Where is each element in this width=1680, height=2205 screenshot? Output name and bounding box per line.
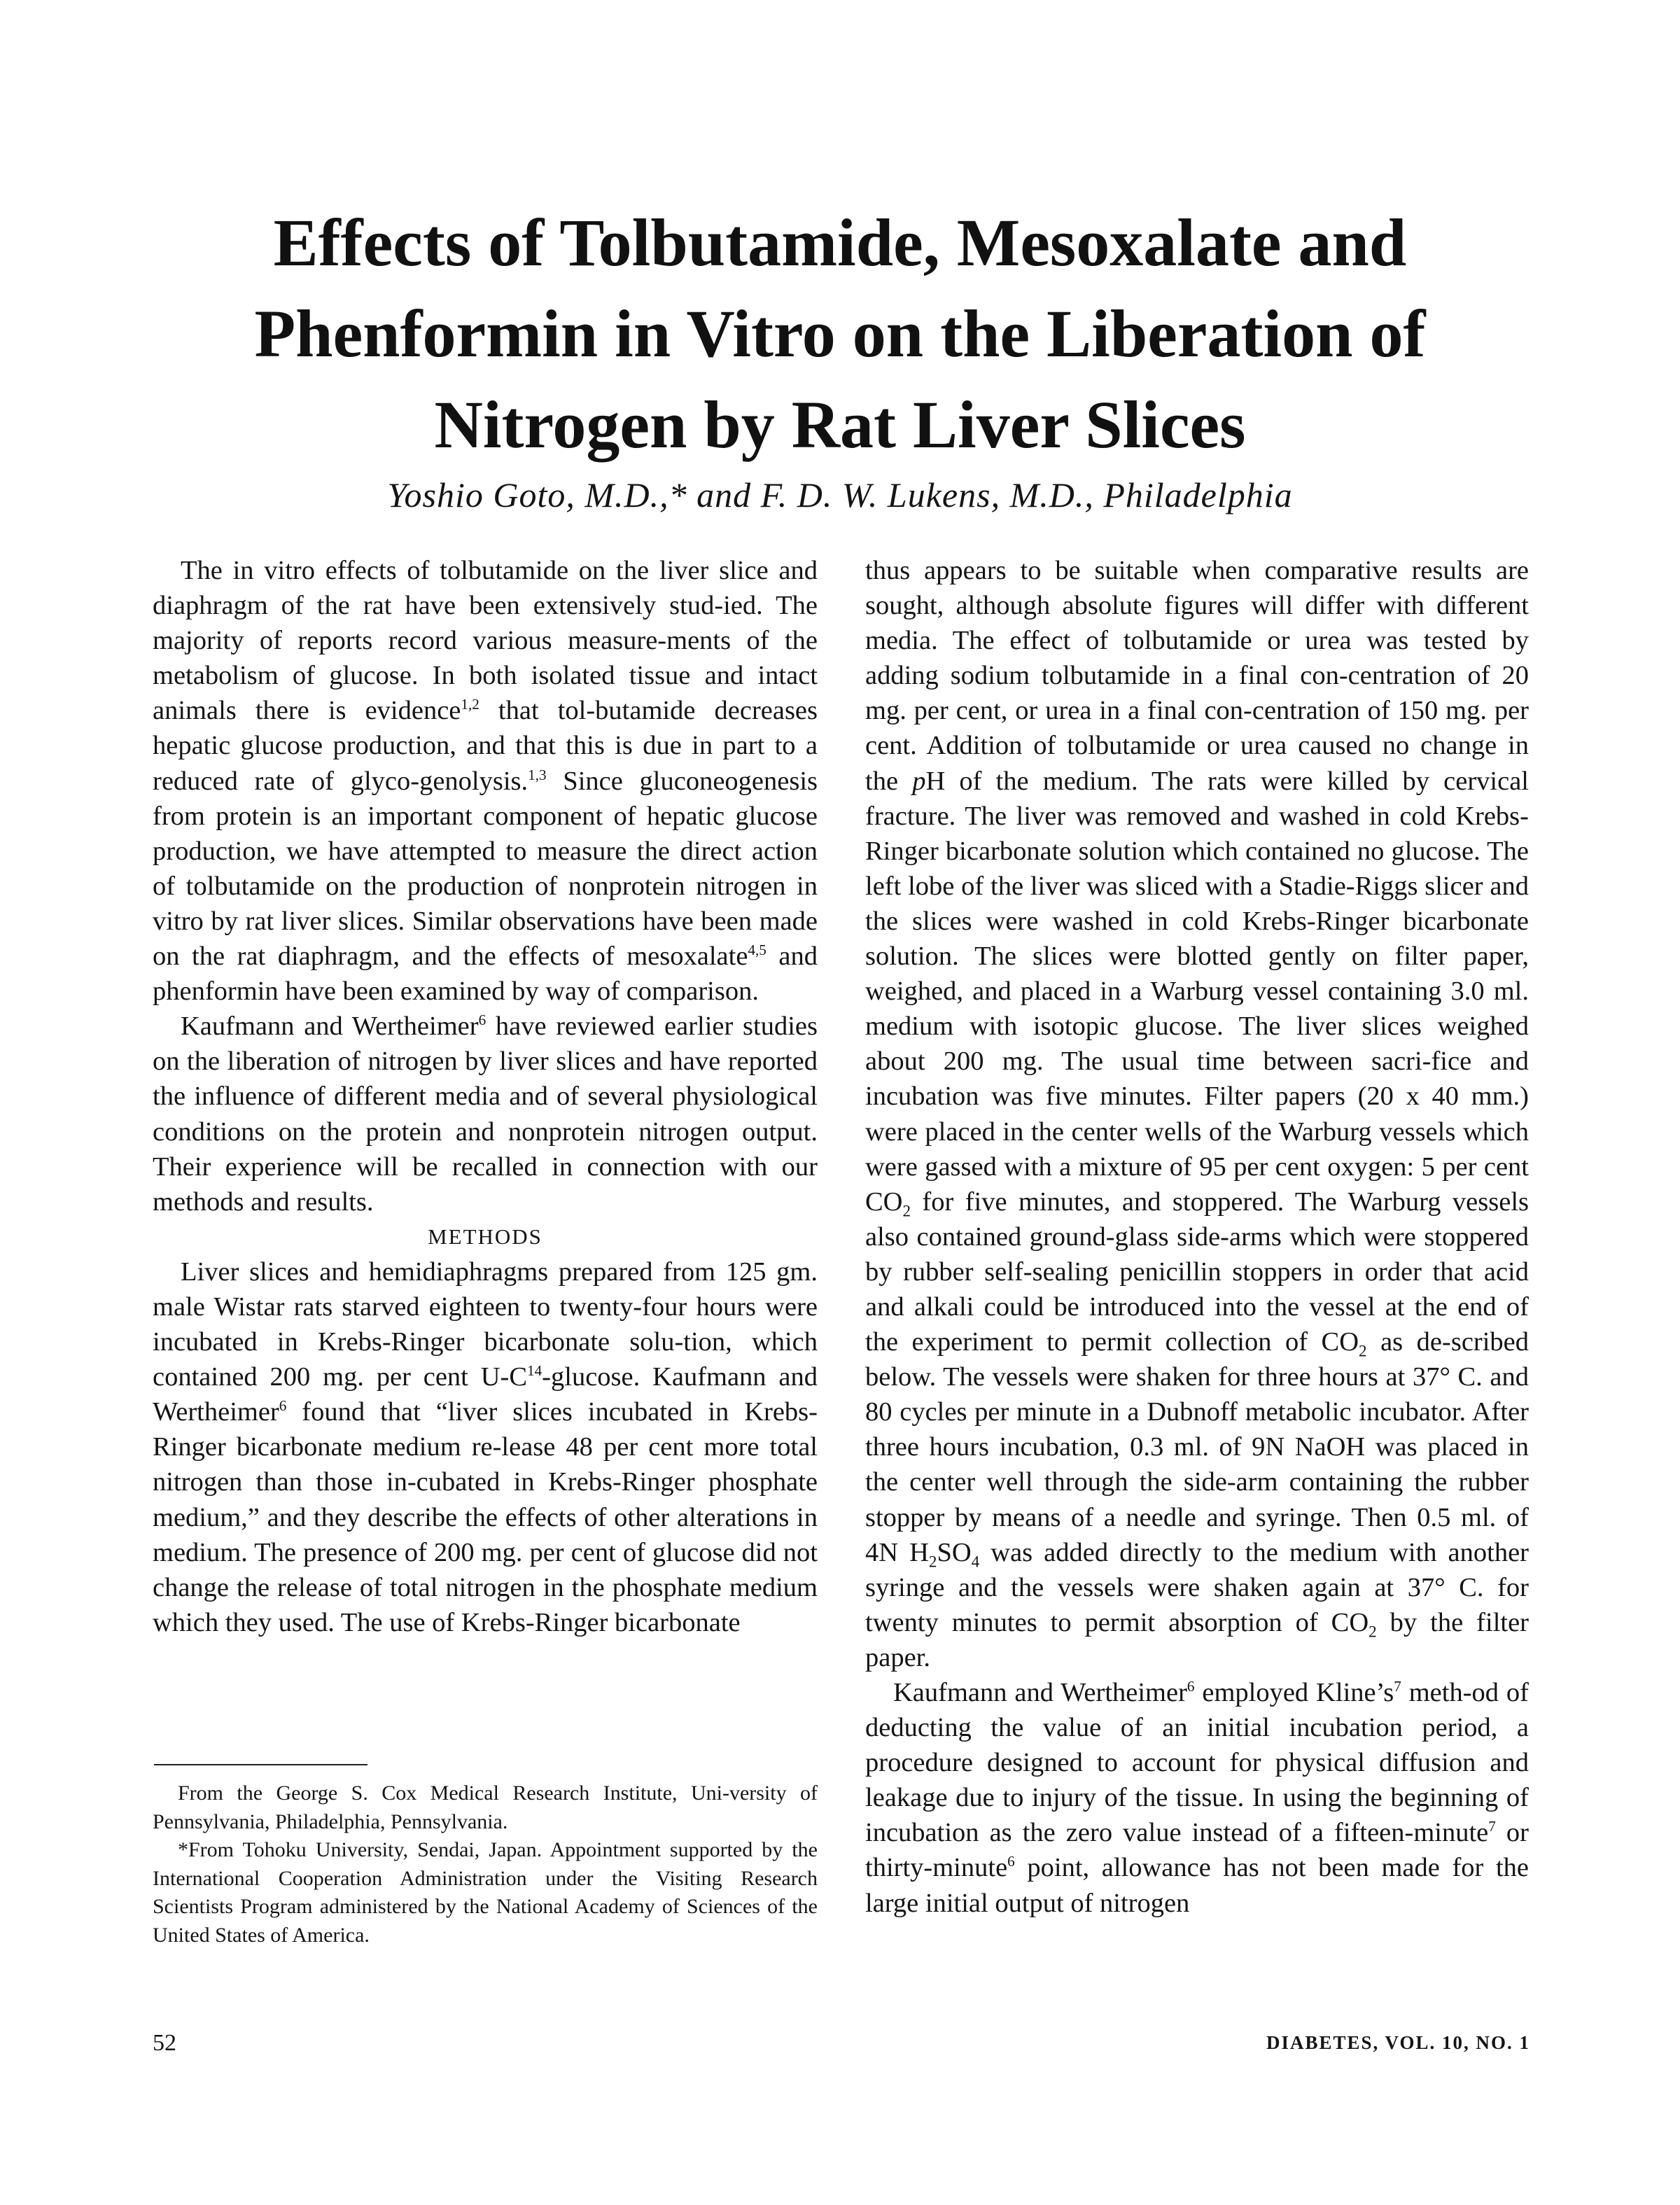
text-run: thus appears to be suitable when comparative results are sought, although absolute figures will differ with different media. The effect of tolbutamide or urea was tested by adding sodium tolbutamide in a final con-centration of 20 mg. per cent, or urea in a final con-centration of 150 mg. per cent. Addition of tolbutamide or urea caused no change in the [865, 556, 1529, 796]
reference-marker: 6 [1007, 1853, 1015, 1870]
reference-marker: 7 [1394, 1678, 1401, 1695]
footnote-divider [154, 1764, 368, 1765]
text-run: Kaufmann and Wertheimer [893, 1678, 1187, 1707]
text-run: by the filter paper. [865, 1607, 1529, 1672]
title-line-2: Phenformin in Vitro on the Liberation of [254, 296, 1426, 371]
paragraph-methods-2 [865, 553, 1529, 1675]
text-run: for five minutes, and stoppered. The Warburg vessels also contained ground-glass side-arms which were stoppered by rubber self-sealing penicillin stoppers in order that acid and alkali could be introduced into the vessel at the end of the experiment to permit collection of CO [865, 1186, 1529, 1357]
text-run: found that “liver slices incubated in Krebs-Ringer bicarbonate medium re-lease 48 per cent more total nitrogen than those in-cubated in Krebs-Ringer phosphate medium,” and they describe the effects of other alterations in medium. The presence of 200 mg. per cent of glucose did not change the release of total nitrogen in the phosphate medium which they used. The use of Krebs-Ringer bicarbonate [153, 1397, 818, 1637]
reference-marker: 1,3 [528, 766, 547, 783]
paragraph-review [153, 1009, 818, 1219]
section-heading-methods: METHODS [428, 1224, 542, 1249]
reference-marker: 6 [1186, 1678, 1195, 1695]
paragraph-methods-1 [153, 1254, 818, 1640]
italic-p: p [912, 766, 926, 796]
subscript: 2 [928, 1552, 937, 1571]
text-run: as de-scribed below. The vessels were shaken for three hours at 37° C. and 80 cycles per minute in a Dubnoff metabolic incubator. After three hours incubation, 0.3 ml. of 9N NaOH was placed in the center well through the side-arm containing the rubber stopper by means of a needle and syringe. Then 0.5 ml. of 4N H [865, 1327, 1530, 1567]
page-number: 52 [153, 2030, 176, 2056]
right-column [865, 553, 1529, 1921]
running-head: DIABETES, VOL. 10, NO. 1 [1266, 2032, 1530, 2053]
text-run: employed Kline’s [1194, 1678, 1394, 1707]
reference-marker: 6 [279, 1397, 287, 1415]
reference-marker: 4,5 [748, 941, 766, 959]
text-run: was added directly to the medium with another syringe and the vessels were shaken again at 37° C. for twenty minutes to permit absorption of CO [865, 1537, 1530, 1637]
text-run: SO [937, 1537, 972, 1567]
text-run: have reviewed earlier studies on the liberation of nitrogen by liver slices and have reported the influence of different media and of several physiological conditions on the protein and nonprotein nitrogen output. Their experience will be recalled in connection with our methods and results. [153, 1011, 818, 1217]
reference-marker: 6 [478, 1011, 486, 1029]
text-run: Kaufmann and Wertheimer [181, 1011, 479, 1042]
article-title [210, 197, 1470, 470]
footnote-author: *From Tohoku University, Sendai, Japan. Appointment supported by the International Cooperation Administration under the Visiting Research Scientists Program administered by the National Academy of Sciences of the United States of America. [153, 1838, 818, 1947]
footnote-affiliation: From the George S. Cox Medical Research Institute, Uni-versity of Pennsylvania, Philadelphia, Pennsylvania. [153, 1782, 818, 1833]
paragraph-introduction [153, 553, 818, 1009]
footnotes [153, 1779, 818, 1949]
subscript: 2 [1359, 1341, 1367, 1360]
text-run: Since gluconeogenesis from protein is an important component of hepatic glucose production, we have attempted to measure the direct action of tolbutamide on the production of nonprotein nitrogen in vitro by rat liver slices. Similar observations have been made on the rat diaphragm, and the effects of mesoxalate [153, 766, 818, 972]
text-run: H of the medium. The rats were killed by cervical fracture. The liver was removed and washed in cold Krebs-Ringer bicarbonate solution which contained no glucose. The left lobe of the liver was sliced with a Stadie-Riggs slicer and the slices were washed in cold Krebs-Ringer bicarbonate solution. The slices were blotted gently on filter paper, weighed, and placed in a Warburg vessel containing 3.0 ml. medium with isotopic glucose. The liver slices weighed about 200 mg. The usual time between sacri-fice and incubation was five minutes. Filter papers (20 x 40 mm.) were placed in the center wells of the Warburg vessels which were gassed with a mixture of 95 per cent oxygen: 5 per cent CO [865, 766, 1529, 1217]
title-line-1: Effects of Tolbutamide, Mesoxalate and [273, 205, 1407, 280]
reference-marker: 7 [1488, 1818, 1496, 1835]
paragraph-methods-3 [865, 1675, 1529, 1921]
author-line: Yoshio Goto, M.D.,* and F. D. W. Lukens, M.D., Philadelphia [387, 475, 1293, 514]
subscript: 4 [971, 1552, 980, 1571]
text-run: meth-od of deducting the value of an initial incubation period, a procedure designed to account for physical diffusion and leakage due to injury of the tissue. In using the beginning of incubation as the zero value instead of a fifteen-minute [865, 1678, 1529, 1848]
text-run: point, allowance has not been made for the large initial output of nitrogen [865, 1853, 1529, 1918]
title-line-3: Nitrogen by Rat Liver Slices [434, 387, 1246, 462]
text-run: Liver slices and hemidiaphragms prepared from 125 gm. male Wistar rats starved eighteen to twenty-four hours were incubated in Krebs-Ringer bicarbonate solu-tion, which contained 200 mg. per cent U-C [153, 1256, 818, 1392]
text-run: that tol-butamide decreases hepatic glucose production, and that this is due in part to a reduced rate of glyco-genolysis. [153, 696, 818, 796]
superscript: 14 [527, 1362, 542, 1380]
reference-marker: 1,2 [461, 696, 479, 713]
text-run: The in vitro effects of tolbutamide on the liver slice and diaphragm of the rat have been extensively stud-ied. The majority of reports record various measure-ments of the metabolism of glucose. In both isolated tissue and intact animals there is evidence [153, 556, 818, 726]
text-run: or thirty-minute [865, 1818, 1529, 1883]
text-run: and phenformin have been examined by way of comparison. [153, 941, 818, 1007]
left-column [153, 553, 818, 1640]
subscript: 2 [902, 1201, 911, 1220]
text-run: -glucose. Kaufmann and Wertheimer [153, 1362, 818, 1427]
subscript: 2 [1368, 1622, 1377, 1641]
